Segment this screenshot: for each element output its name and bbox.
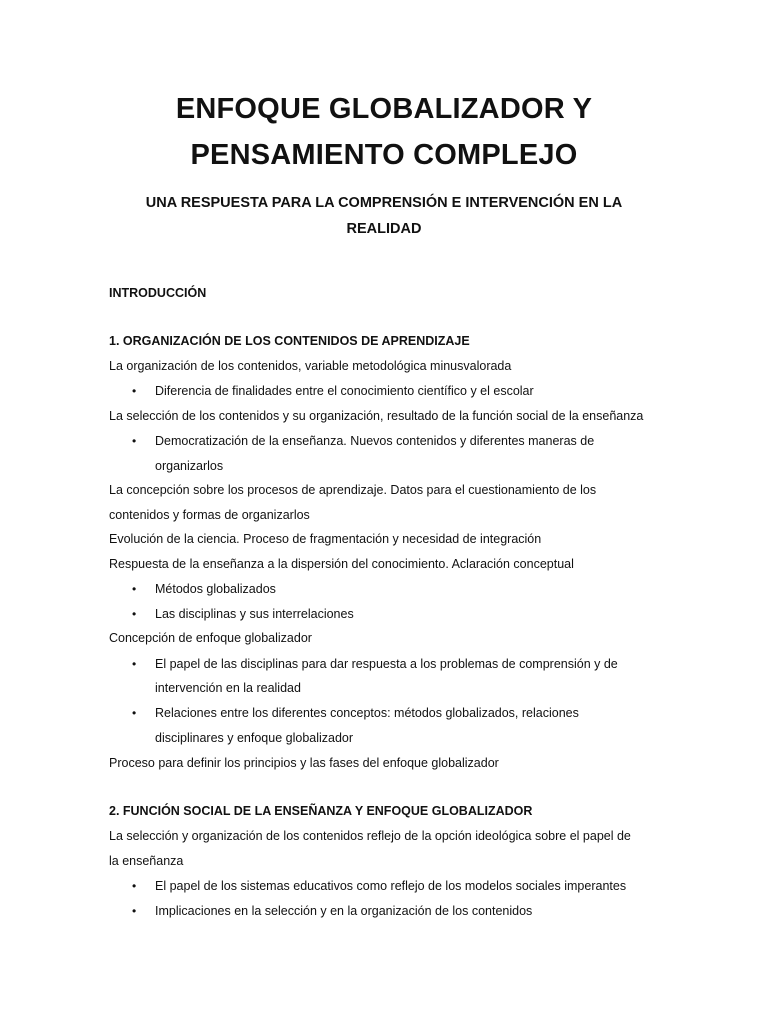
bullet-icon: • [132,607,137,621]
bullet-item: Métodos globalizados [155,582,276,596]
bullet-icon: • [132,657,137,671]
bullet-item-continuation: disciplinares y enfoque globalizador [155,731,354,745]
bullet-item: Implicaciones en la selección y en la organización de los contenidos [155,904,533,918]
outline-item: Proceso para definir los principios y las fases del enfoque globalizador [109,756,499,770]
document-title [0,86,768,178]
section-introduction-heading: INTRODUCCIÓN [109,286,207,300]
bullet-icon: • [132,904,137,918]
document-subtitle [120,190,648,242]
bullet-item: Democratización de la enseñanza. Nuevos contenidos y diferentes maneras de [155,434,595,448]
bullet-icon: • [132,434,137,448]
bullet-item: Diferencia de finalidades entre el conocimiento científico y el escolar [155,384,534,398]
title-line-1: ENFOQUE GLOBALIZADOR Y [175,93,593,125]
bullet-icon: • [132,582,137,596]
title-line-2: PENSAMIENTO COMPLEJO [190,139,578,171]
outline-item-continuation: contenidos y formas de organizarlos [109,508,310,522]
bullet-item-continuation: intervención en la realidad [155,681,301,695]
outline-item: La concepción sobre los procesos de aprendizaje. Datos para el cuestionamiento de los [109,483,597,497]
bullet-item: El papel de las disciplinas para dar respuesta a los problemas de comprensión y de [155,657,618,671]
bullet-item: El papel de los sistemas educativos como reflejo de los modelos sociales imperantes [155,879,627,893]
subtitle-line-1: UNA RESPUESTA PARA LA COMPRENSIÓN E INTERVENCIÓN EN LA [145,195,623,211]
outline-item: La selección y organización de los contenidos reflejo de la opción ideológica sobre el papel de [109,829,631,843]
outline-item-continuation: la enseñanza [109,854,184,868]
outline-item: Respuesta de la enseñanza a la dispersión del conocimiento. Aclaración conceptual [109,557,574,571]
bullet-item-continuation: organizarlos [155,459,224,473]
section-1-heading: 1. ORGANIZACIÓN DE LOS CONTENIDOS DE APRENDIZAJE [109,334,470,348]
section-2-heading: 2. FUNCIÓN SOCIAL DE LA ENSEÑANZA Y ENFOQUE GLOBALIZADOR [109,804,533,818]
bullet-icon: • [132,879,137,893]
bullet-item: Las disciplinas y sus interrelaciones [155,607,354,621]
bullet-item: Relaciones entre los diferentes conceptos: métodos globalizados, relaciones [155,706,579,720]
outline-item: La selección de los contenidos y su organización, resultado de la función social de la enseñanza [109,409,644,423]
subtitle-line-2: REALIDAD [346,221,422,237]
outline-item: Evolución de la ciencia. Proceso de fragmentación y necesidad de integración [109,532,542,546]
bullet-icon: • [132,706,137,720]
bullet-icon: • [132,384,137,398]
outline-item: Concepción de enfoque globalizador [109,631,312,645]
outline-item: La organización de los contenidos, variable metodológica minusvalorada [109,359,512,373]
